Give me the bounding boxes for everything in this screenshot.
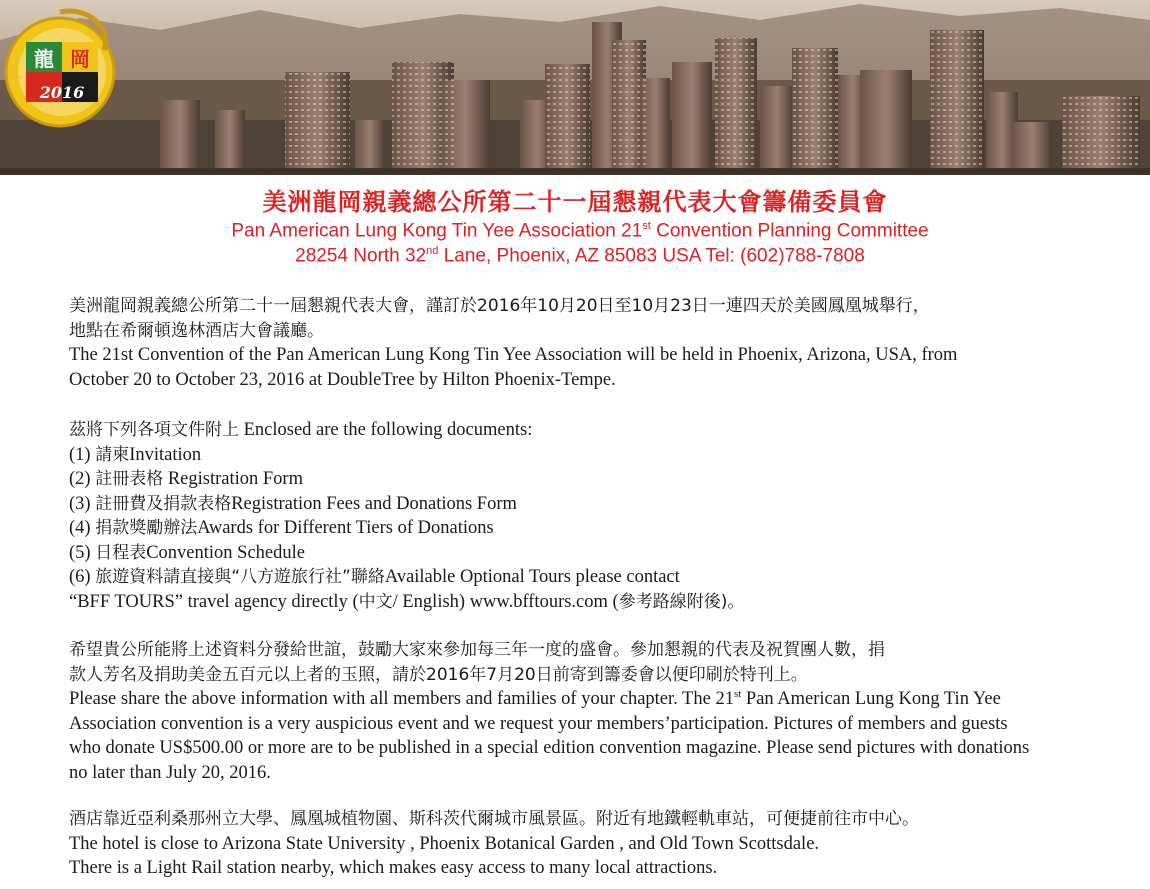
committee-title-zh: 美洲龍岡親義總公所第二十一屆懇親代表大會籌備委員會	[262, 188, 888, 216]
intro-paragraph: 美洲龍岡親義總公所第二十一屆懇親代表大會，謹訂於2016年10月20日至10月23日一連四天於美國鳳凰城舉行， 地點在希爾頓逸林酒店大會議廳。 The 21st Convention of the Pan American Lung Kong Tin Yee Association will be held in Phoenix, Arizona, USA, from October 20 to October 23, 2016 at DoubleTree by Hilton Phoenix-Tempe.	[69, 296, 958, 390]
list-item: (5) 日程表Convention Schedule	[69, 542, 305, 563]
logo-year: 2016	[39, 83, 85, 102]
hotel-paragraph: 酒店靠近亞利桑那州立大學、鳳凰城植物園、斯科茨代爾城市風景區。附近有地鐵輕軌車站，可便捷前往市中心。 The hotel is close to Arizona State University , Phoenix Botanical Garden , and Old Town Scottsdale. There is a Light Rail station nearby, which makes easy access to many local attractions.	[69, 809, 919, 878]
skyline-banner	[0, 0, 1150, 175]
documents-intro: 茲將下列各項文件附上 Enclosed are the following documents:	[69, 420, 533, 440]
list-item: (6) 旅遊資料請直接與“八方遊旅行社”聯絡Available Optional Tours please contact	[69, 567, 680, 587]
logo-char-right: 岡	[70, 47, 90, 71]
tour-contact-line: “BFF TOURS” travel agency directly (中文/ English) www.bfftours.com (參考路線附後)。	[69, 591, 745, 612]
list-item: (2) 註冊表格 Registration Form	[69, 469, 303, 489]
committee-title-en: Pan American Lung Kong Tin Yee Association 21st Convention Planning Committee	[231, 220, 929, 242]
list-item: (4) 捐款獎勵辦法Awards for Different Tiers of Donations	[69, 518, 494, 538]
list-item: (3) 註冊費及捐款表格Registration Fees and Donations Form	[69, 493, 517, 514]
participation-paragraph: 希望貴公所能將上述資料分發給世誼，鼓勵大家來參加每三年一度的盛會。參加懇親的代表及祝賀團人數，捐 款人芳名及捐助美金五百元以上者的玉照，請於2016年7月20日前寄到籌委會以便印刷於特刊上。 Please share the above information with all members and families of your chapter. The 21st Pan American Lung Kong Tin Yee Association convention is a very auspicious event and we request your members’participation. Pictures of members and guests who donate US$500.00 or more are to be published in a special edition convention magazine. Please send pictures with donations no later than July 20, 2016.	[69, 640, 1030, 783]
committee-address: 28254 North 32nd Lane, Phoenix, AZ 85083 USA Tel: (602)788-7808	[295, 245, 865, 267]
logo-char-left: 龍	[34, 47, 54, 71]
list-item: (1) 請柬Invitation	[69, 444, 202, 465]
documents-list	[69, 418, 1099, 614]
skyline-illustration	[0, 0, 1150, 175]
association-logo	[0, 0, 122, 128]
